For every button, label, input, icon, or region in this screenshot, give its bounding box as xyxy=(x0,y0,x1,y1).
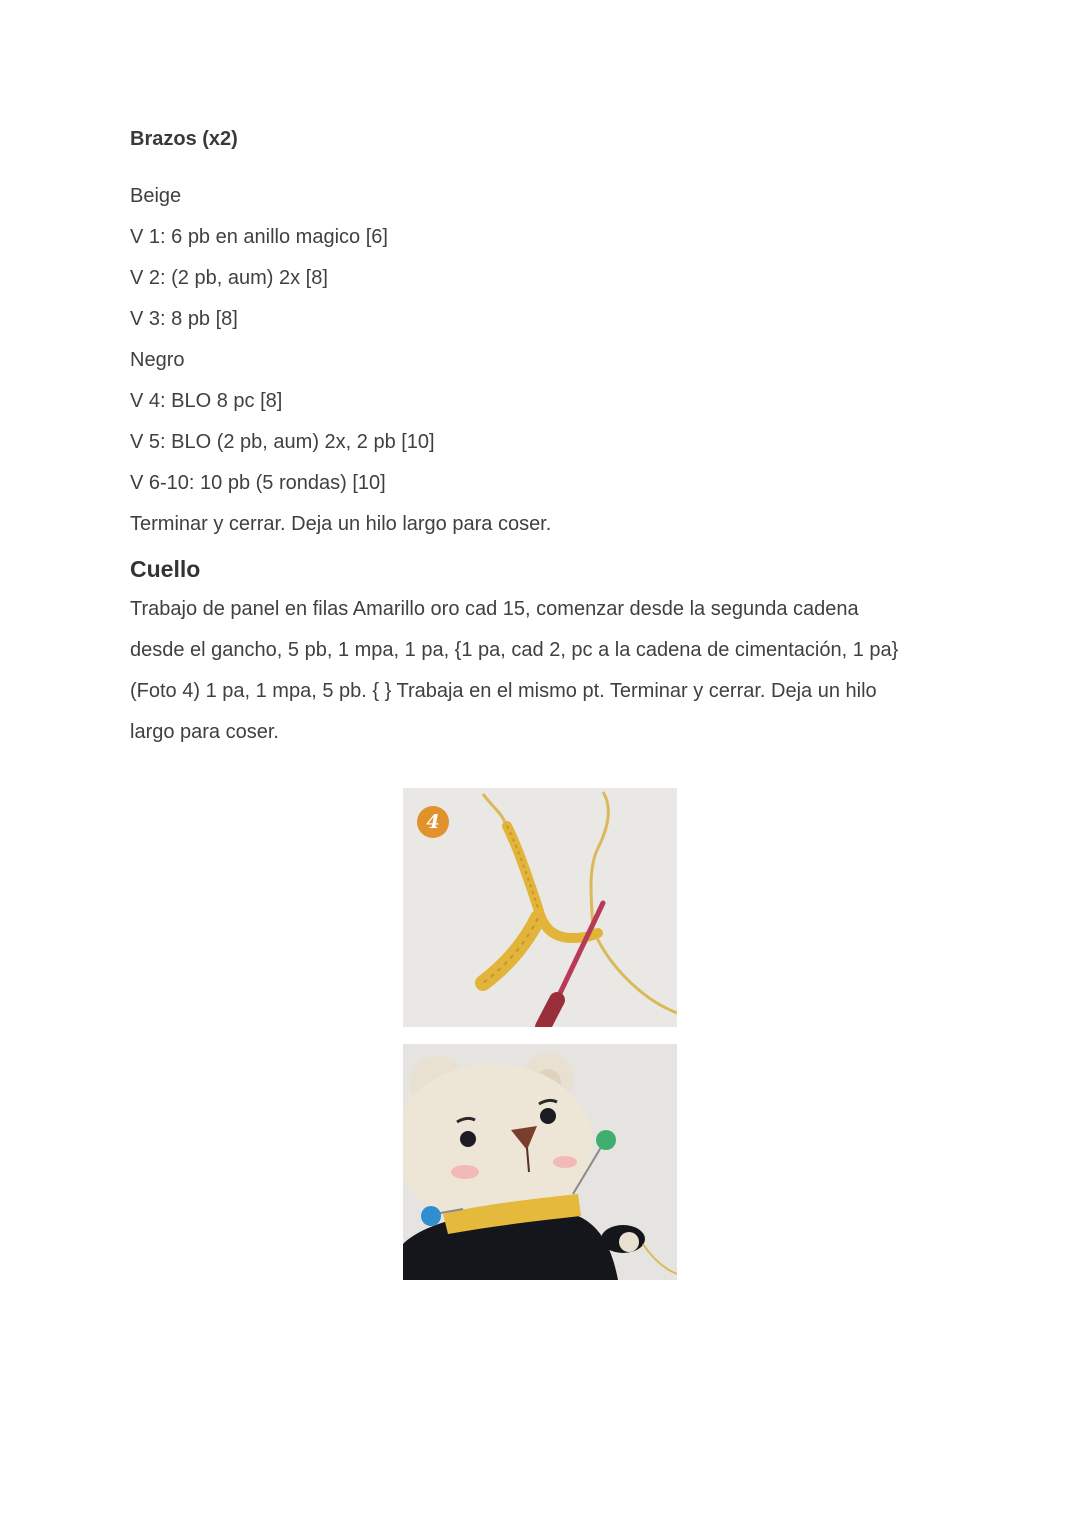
collar-line: (Foto 4) 1 pa, 1 mpa, 5 pb. { } Trabaja en el mismo pt. Terminar y cerrar. Deja un hilo xyxy=(130,680,877,702)
step-number-badge: 4 xyxy=(417,806,449,838)
bear-illustration xyxy=(403,1044,677,1280)
arms-line: V 3: 8 pb [8] xyxy=(130,308,238,330)
arms-line: Terminar y cerrar. Deja un hilo largo para coser. xyxy=(130,513,552,535)
arms-line: Negro xyxy=(130,349,185,371)
bear-collar-photo xyxy=(403,1044,677,1280)
collar-heading: Cuello xyxy=(130,556,201,582)
collar-step-photo xyxy=(403,788,677,1027)
arms-line: V 2: (2 pb, aum) 2x [8] xyxy=(130,267,328,289)
pattern-content xyxy=(130,124,960,753)
arms-line: Beige xyxy=(130,185,182,207)
arms-line: V 6-10: 10 pb (5 rondas) [10] xyxy=(130,472,386,494)
arms-line: V 1: 6 pb en anillo magico [6] xyxy=(130,226,388,248)
arms-heading: Brazos (x2) xyxy=(130,128,238,150)
collar-line: desde el gancho, 5 pb, 1 mpa, 1 pa, {1 pa, cad 2, pc a la cadena de cimentación, 1 pa} xyxy=(130,639,899,661)
arms-line: V 5: BLO (2 pb, aum) 2x, 2 pb [10] xyxy=(130,431,435,453)
collar-line: largo para coser. xyxy=(130,721,279,743)
collar-line: Trabajo de panel en filas Amarillo oro cad 15, comenzar desde la segunda cadena xyxy=(130,598,859,620)
arms-line: V 4: BLO 8 pc [8] xyxy=(130,390,283,412)
